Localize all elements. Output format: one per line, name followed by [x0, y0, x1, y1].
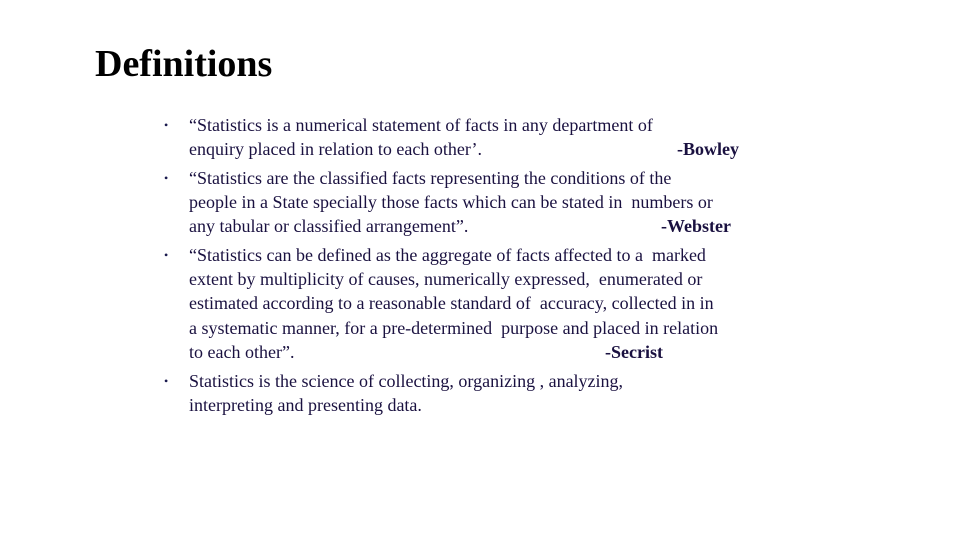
slide-title: Definitions	[95, 43, 273, 85]
author-name: -Secrist	[605, 341, 663, 362]
definition-line: any tabular or classified arrangement”. -Webster	[189, 214, 789, 238]
definition-line: “Statistics is a numerical statement of facts in any department of	[189, 115, 653, 135]
author-name: -Bowley	[677, 139, 739, 160]
bullet-icon: •	[164, 248, 169, 262]
definition-text	[189, 113, 789, 161]
definition-line: estimated according to a reasonable standard of accuracy, collected in in	[189, 293, 714, 314]
definition-line: interpreting and presenting data.	[189, 395, 422, 416]
author-name: -Webster	[661, 216, 731, 237]
definition-text	[189, 369, 789, 417]
bullet-icon: •	[164, 118, 169, 132]
definition-text	[189, 243, 789, 364]
definition-line: people in a State specially those facts which can be stated in numbers or	[189, 192, 713, 213]
definition-text	[189, 166, 789, 239]
bullet-icon: •	[164, 171, 169, 185]
definition-line: extent by multiplicity of causes, numerically expressed, enumerated or	[189, 269, 703, 290]
definition-line: to each other”. -Secrist	[189, 340, 789, 364]
definition-line: “Statistics can be defined as the aggregate of facts affected to a marked	[189, 245, 706, 265]
definition-line: enquiry placed in relation to each other’. -Bowley	[189, 137, 789, 161]
definition-line: Statistics is the science of collecting, organizing , analyzing,	[189, 371, 624, 391]
definition-line: “Statistics are the classified facts representing the conditions of the	[189, 168, 672, 188]
bullet-icon: •	[164, 374, 169, 388]
definition-line: a systematic manner, for a pre-determined purpose and placed in relation	[189, 317, 719, 338]
